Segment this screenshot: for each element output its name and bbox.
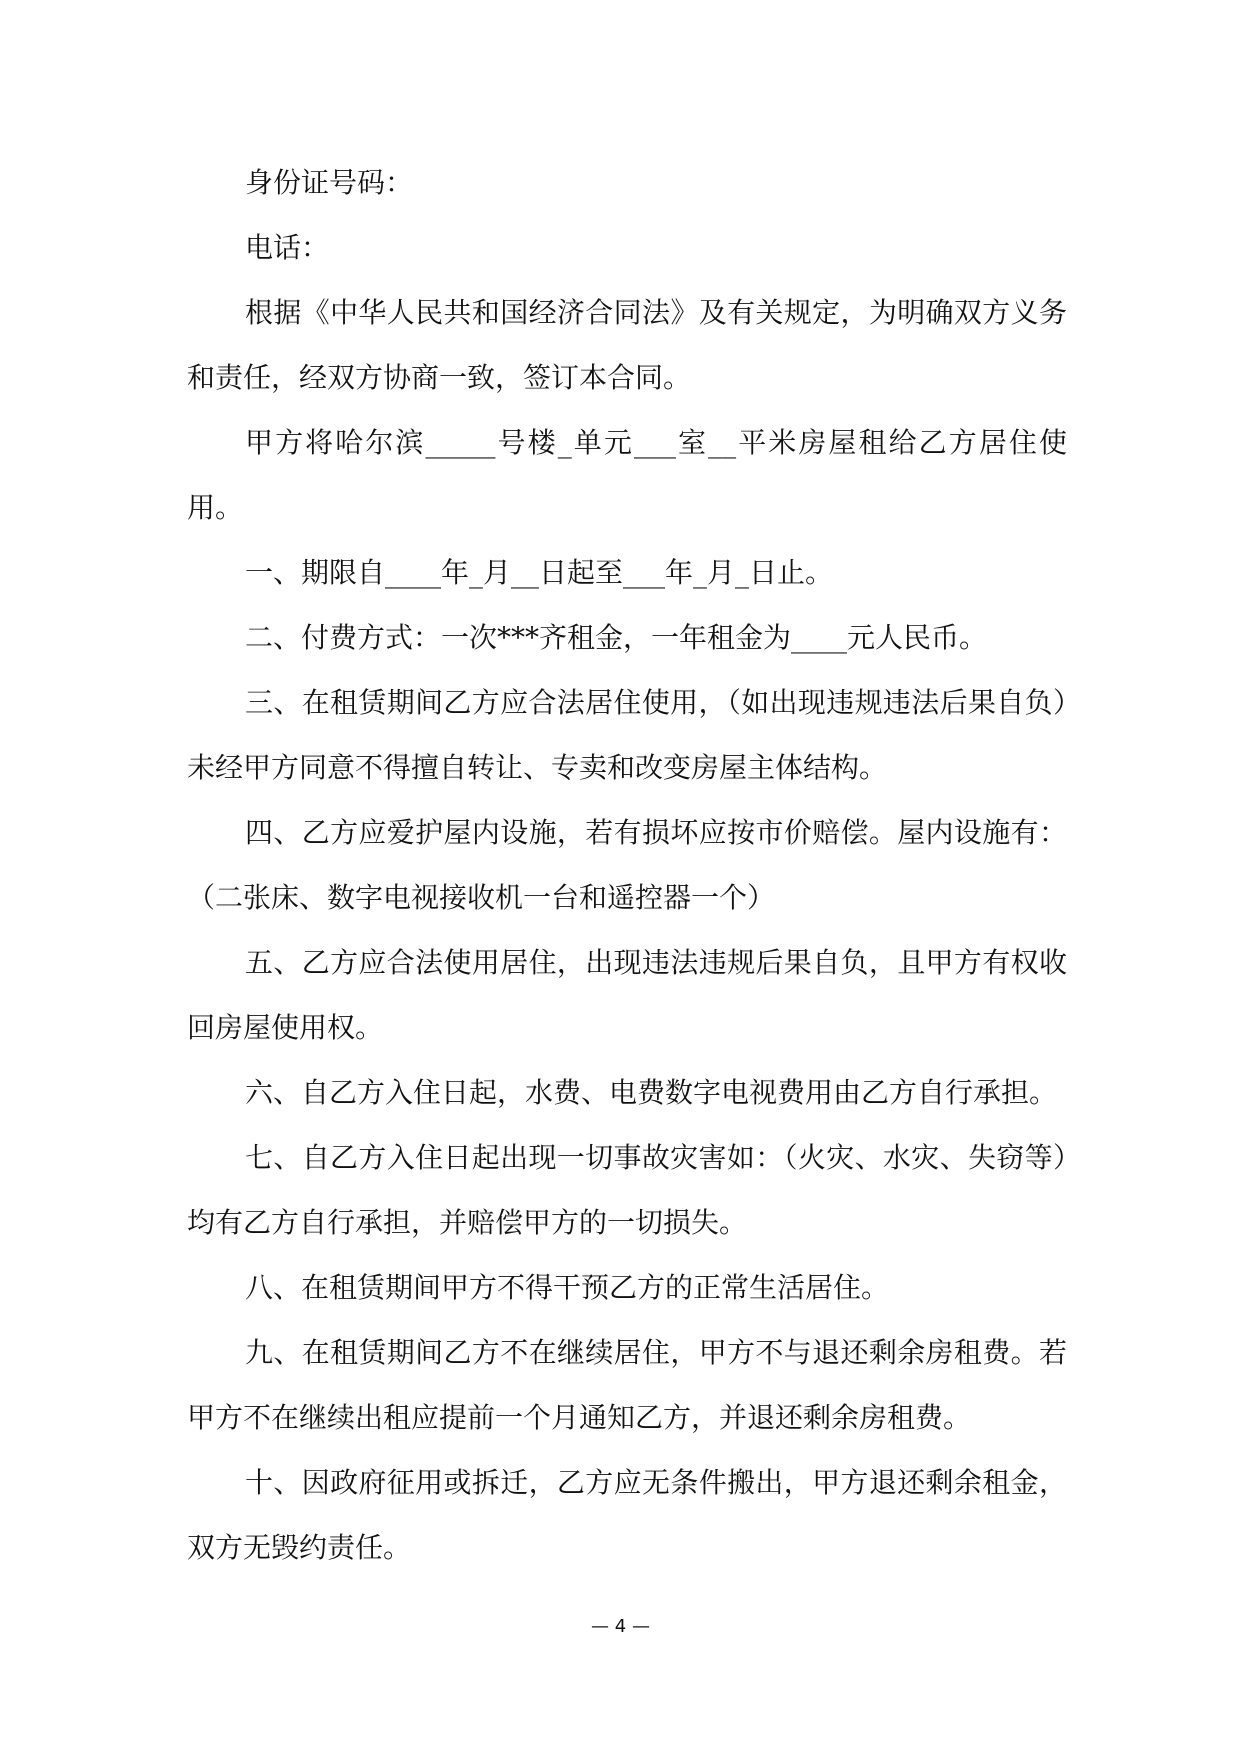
property-clause: 甲方将哈尔滨_____号楼_单元___室__平米房屋租给乙方居住使用。 [187, 426, 1067, 524]
document-body [187, 150, 1067, 1580]
clause-3-lawful-use: 三、在租赁期间乙方应合法居住使用，（如出现违规违法后果自负）未经甲方同意不得擅自转让、专卖和改变房屋主体结构。 [187, 686, 1067, 784]
phone-line: 电话： [245, 231, 330, 264]
clause-1-term: 一、期限自____年_月__日起至___年_月_日止。 [245, 556, 834, 589]
clause-6-utilities: 六、自乙方入住日起，水费、电费数字电视费用由乙方自行承担。 [245, 1076, 1058, 1109]
clause-9-termination: 九、在租赁期间乙方不在继续居住，甲方不与退还剩余房租费。若甲方不在继续出租应提前一个月通知乙方，并退还剩余房租费。 [187, 1336, 1067, 1434]
page-number: — 4 — [591, 1616, 650, 1637]
clause-5-usage: 五、乙方应合法使用居住，出现违法违规后果自负，且甲方有权收回房屋使用权。 [187, 946, 1067, 1044]
clause-10-demolition: 十、因政府征用或拆迁，乙方应无条件搬出，甲方退还剩余租金，双方无毁约责任。 [187, 1466, 1067, 1564]
clause-8-no-interference: 八、在租赁期间甲方不得干预乙方的正常生活居住。 [245, 1271, 890, 1304]
id-number-line: 身份证号码： [245, 166, 414, 199]
clause-7-accidents: 七、自乙方入住日起出现一切事故灾害如：（火灾、水灾、失窃等）均有乙方自行承担，并赔偿甲方的一切损失。 [187, 1141, 1067, 1239]
clause-2-payment: 二、付费方式：一次***齐租金，一年租金为____元人民币。 [245, 621, 988, 654]
clause-4-facilities: 四、乙方应爱护屋内设施，若有损坏应按市价赔偿。屋内设施有：（二张床、数字电视接收机一台和遥控器一个） [187, 816, 1067, 914]
contract-preamble: 根据《中华人民共和国经济合同法》及有关规定，为明确双方义务和责任，经双方协商一致，签订本合同。 [187, 296, 1067, 394]
